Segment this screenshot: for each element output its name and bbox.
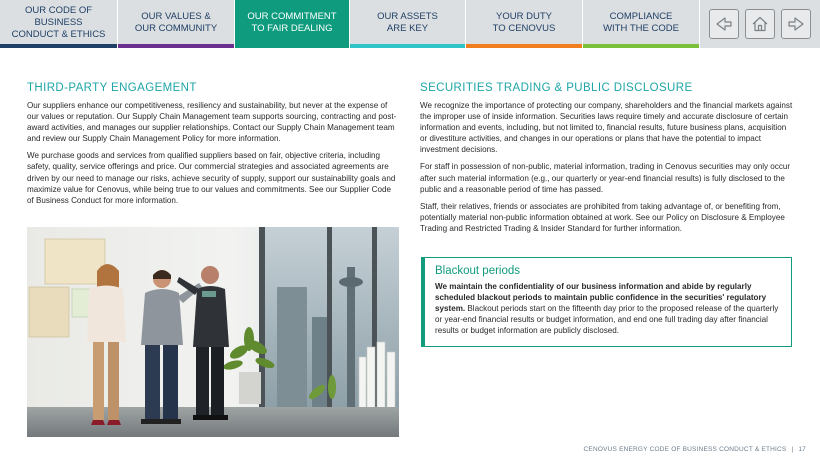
- paragraph: Our suppliers enhance our competitiveness, resiliency and sustainability, but never at the expense of our values or reputation. Our Supply Chain Management team supports sourcing, contracting and post-award activities, and manages our supplier relationships. Contact our Supply Chain Management team and review our Supply Chain Management Policy for more information.: [27, 101, 397, 144]
- paragraph: We purchase goods and services from qualified suppliers based on fair, objective criteria, including safety, quality, service offerings and price. Our commercial strategies and associated agreements are driven by our need to manage our risks, achieve security of supply, support our sustainability goals and maximize value for Cenovus, while being true to our values and commitments. See our Supplier Code of Business Conduct for more information.: [27, 151, 396, 205]
- paragraph: For staff in possession of non-public, material information, trading in Cenovus securities may only occur after such material information (e.g., our quarterly or year-end financial results) is fully disclosed to the public and a reasonable period of time has passed.: [420, 162, 791, 194]
- tab-color-bar: [583, 44, 699, 48]
- callout-bold-text: We maintain the confidentiality of our business information and abide by regularly scheduled blackout periods to maintain public confidence in the securities' regulatory system.: [435, 282, 767, 313]
- callout-regular-text: Blackout periods start on the fifteenth day prior to the proposed release of the quarterly or year-end financial results or budget information, and end one full trading day after financial results or budget information are publicly disclosed.: [435, 304, 779, 335]
- tab-duty-to-cenovus[interactable]: YOUR DUTY TO CENOVUS: [466, 0, 583, 48]
- forward-arrow-icon: [786, 14, 806, 34]
- tab-color-bar: [118, 44, 234, 48]
- tab-compliance[interactable]: COMPLIANCE WITH THE CODE: [583, 0, 700, 48]
- callout-title: Blackout periods: [435, 265, 521, 277]
- footer-separator: |: [791, 446, 794, 453]
- home-button[interactable]: [745, 9, 775, 39]
- tab-color-bar: [350, 44, 465, 48]
- paragraph: Staff, their relatives, friends or associates are prohibited from taking advantage of, or benefiting from, potentially material non-public information obtained at work. See our Policy on Disclosure & Employee Trading and Restricted Trading & Insider Standard for further information.: [420, 201, 785, 233]
- paragraph: We recognize the importance of protecting our company, shareholders and the financial markets against the improper use of inside information. Securities laws require timely and accurate disclosure of certain information and events, including, but not limited to, financial results, future business plans, acquisition or divestiture activities, and changes in our operations or plans that have the potential to impact investment decisions.: [420, 101, 793, 155]
- tab-values-community[interactable]: OUR VALUES & OUR COMMUNITY: [118, 0, 235, 48]
- tab-assets[interactable]: OUR ASSETS ARE KEY: [350, 0, 466, 48]
- tab-color-bar: [0, 44, 117, 48]
- back-button[interactable]: [709, 9, 739, 39]
- page-footer: [584, 446, 806, 453]
- securities-section: [420, 82, 795, 240]
- top-navigation: [0, 0, 820, 48]
- blackout-periods-callout: [421, 257, 792, 347]
- tab-color-bar: [466, 44, 582, 48]
- home-icon: [750, 14, 770, 34]
- third-party-section: [27, 82, 399, 212]
- forward-button[interactable]: [781, 9, 811, 39]
- callout-text: [435, 281, 781, 336]
- back-arrow-icon: [714, 14, 734, 34]
- tab-fair-dealing[interactable]: OUR COMMITMENT TO FAIR DEALING: [235, 0, 350, 48]
- nav-tools: [700, 0, 820, 48]
- page-number: 17: [798, 446, 806, 453]
- footer-doc-title: CENOVUS ENERGY CODE OF BUSINESS CONDUCT & ETHICS: [583, 446, 787, 453]
- tab-code-of-business-conduct[interactable]: OUR CODE OF BUSINESS CONDUCT & ETHICS: [0, 0, 118, 48]
- section-heading: SECURITIES TRADING & PUBLIC DISCLOSURE: [420, 82, 693, 94]
- tab-color-bar: [235, 44, 349, 48]
- office-photo: [27, 227, 399, 437]
- section-heading: THIRD-PARTY ENGAGEMENT: [27, 82, 197, 94]
